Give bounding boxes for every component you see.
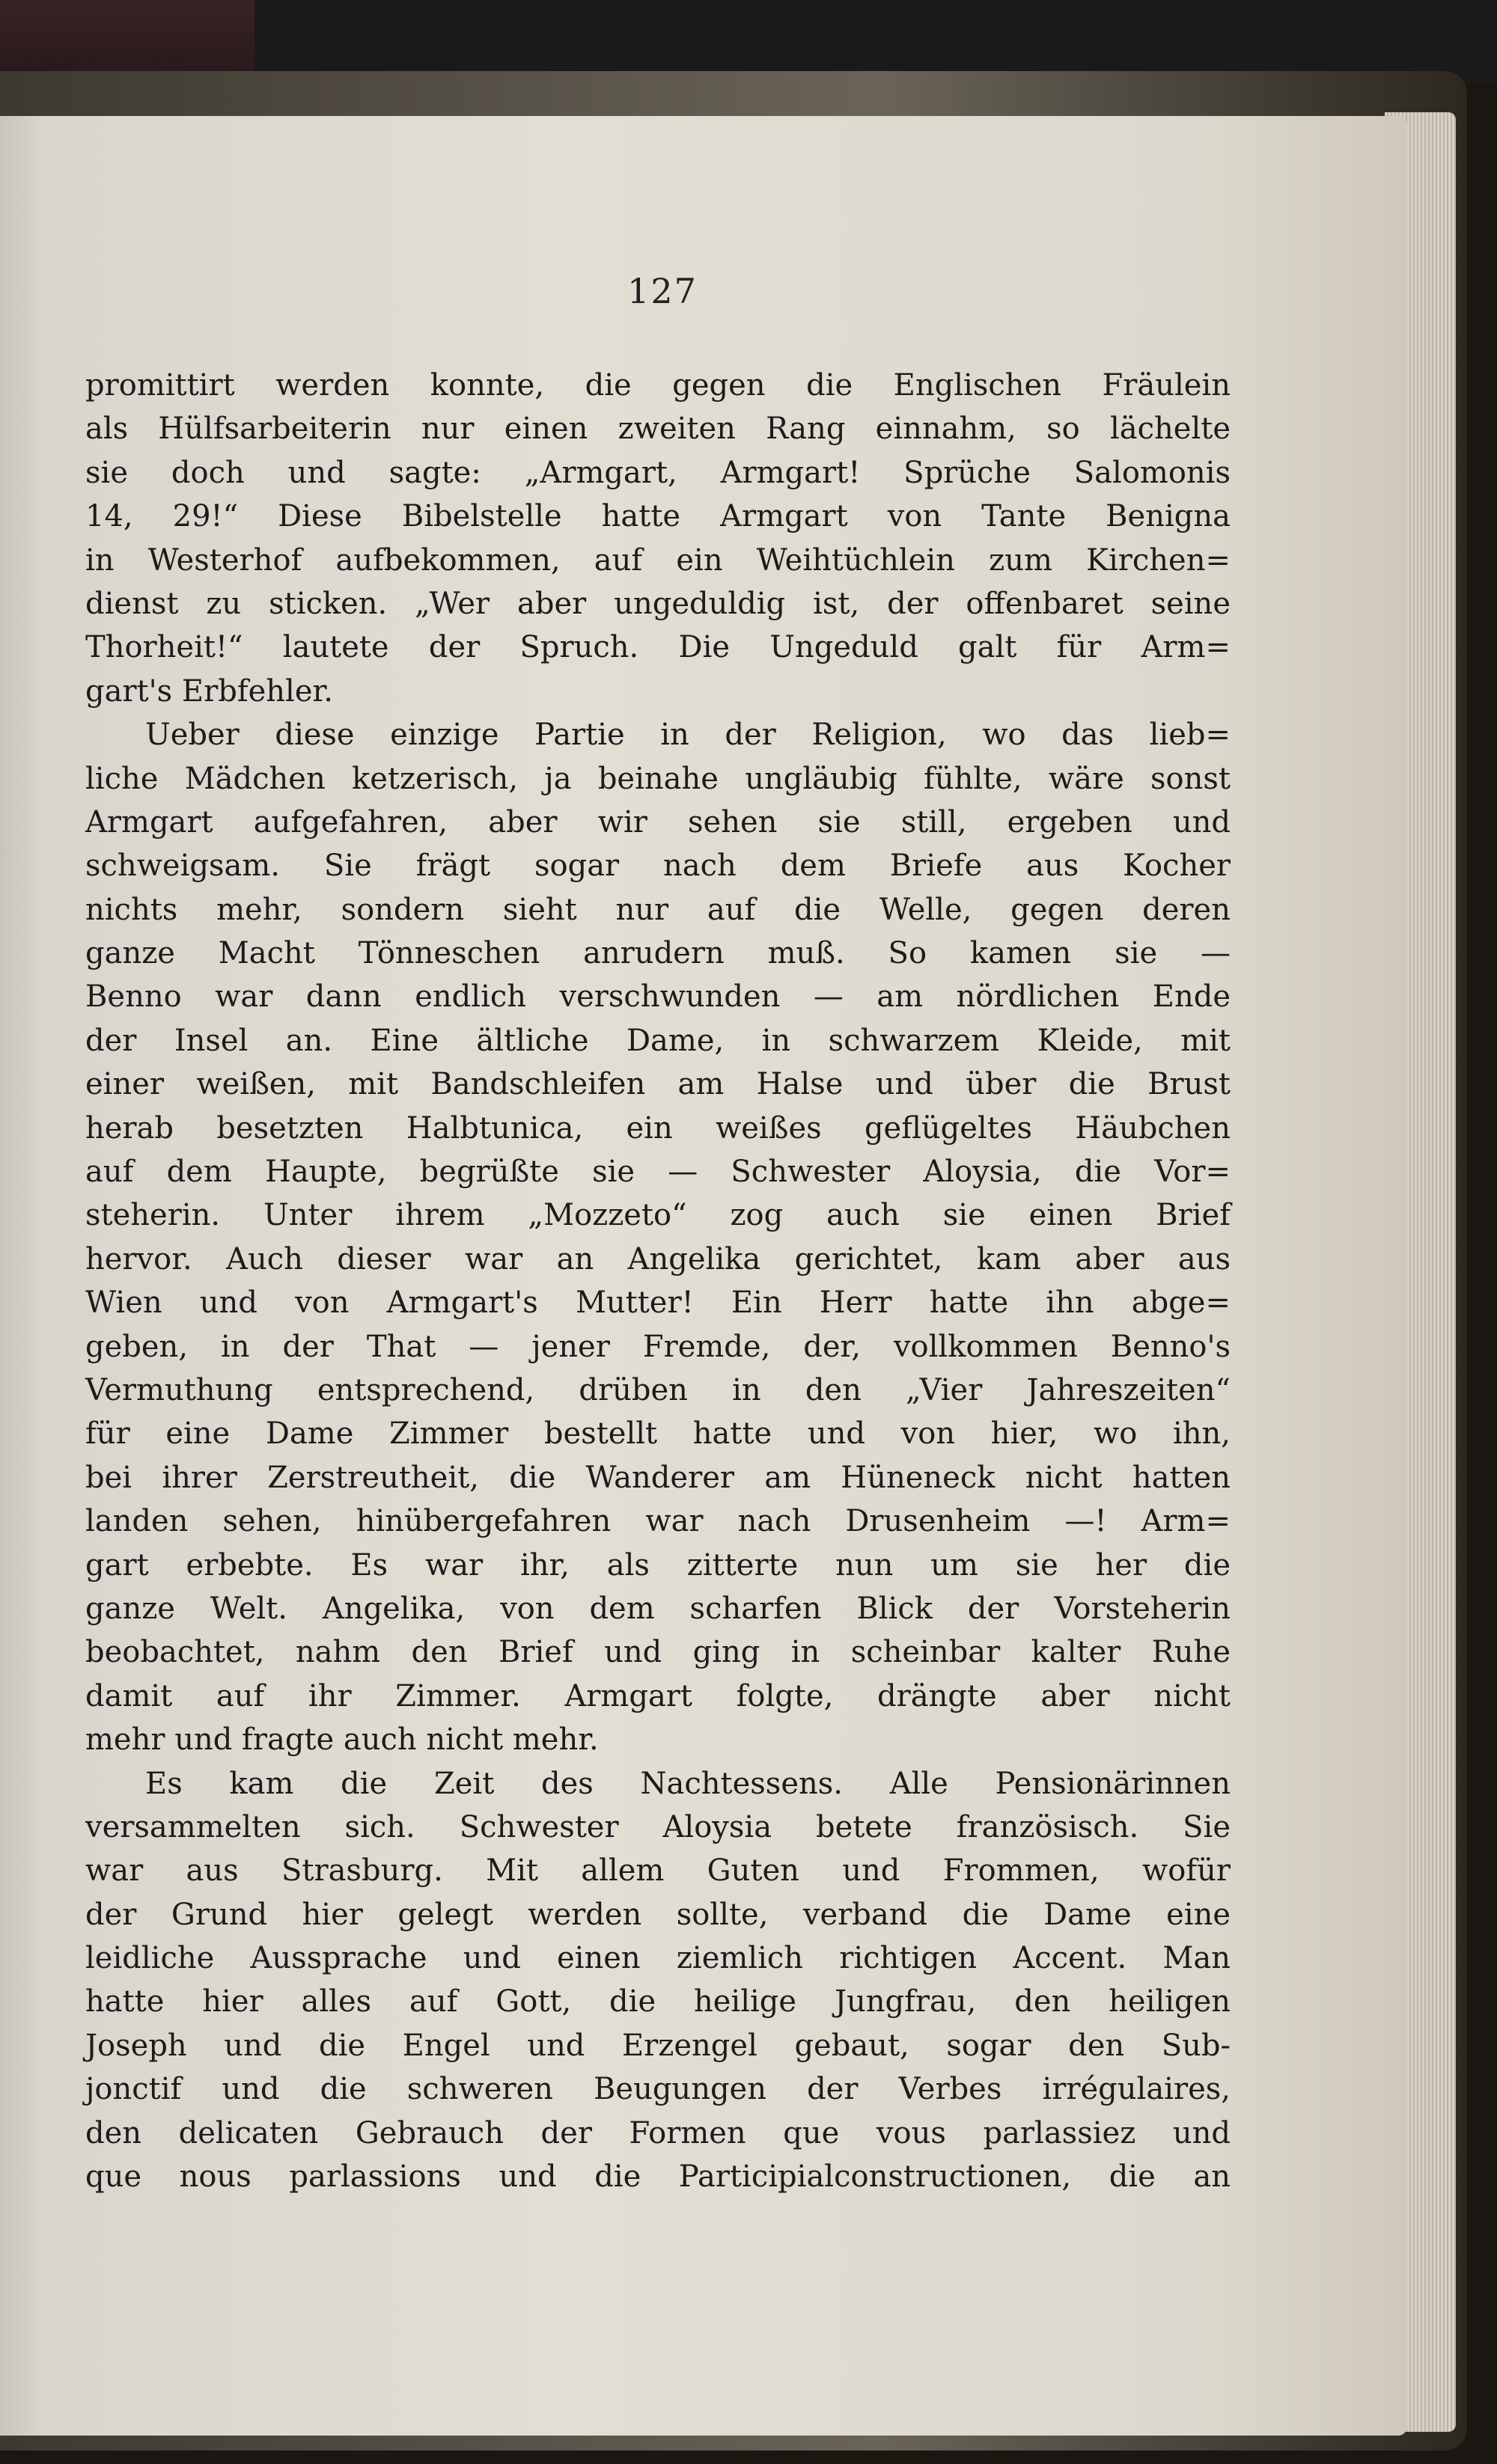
text-line: leidliche Aussprache und einen ziemlich richtigen Accent. Man bbox=[85, 1941, 1231, 1976]
text-line: gart's Erbfehler. bbox=[85, 673, 333, 709]
text-line: damit auf ihr Zimmer. Armgart folgte, drängte aber nicht bbox=[85, 1678, 1231, 1714]
body-text bbox=[85, 364, 1231, 2198]
text-line: Es kam die Zeit des Nachtessens. Alle Pensionärinnen bbox=[145, 1766, 1231, 1801]
page-number: 127 bbox=[627, 271, 698, 311]
gutter-shade bbox=[0, 116, 45, 2436]
text-line: 14, 29!“ Diese Bibelstelle hatte Armgart von Tante Benigna bbox=[85, 499, 1231, 534]
text-line: Wien und von Armgart's Mutter! Ein Herr hatte ihn abge= bbox=[85, 1286, 1231, 1321]
text-line: Armgart aufgefahren, aber wir sehen sie still, ergeben und bbox=[85, 804, 1231, 840]
text-line: ganze Macht Tönneschen anrudern muß. So kamen sie — bbox=[85, 936, 1231, 971]
text-line: jonctif und die schweren Beugungen der Verbes irrégulaires, bbox=[85, 2072, 1231, 2107]
text-line: Thorheit!“ lautete der Spruch. Die Ungeduld galt für Arm= bbox=[85, 630, 1231, 665]
text-line: nichts mehr, sondern sieht nur auf die Welle, gegen deren bbox=[85, 892, 1231, 927]
text-line: bei ihrer Zerstreutheit, die Wanderer am Hüneneck nicht hatten bbox=[85, 1460, 1231, 1495]
text-line: der Insel an. Eine ältliche Dame, in schwarzem Kleide, mit bbox=[85, 1023, 1231, 1058]
text-line: steherin. Unter ihrem „Mozzeto“ zog auch sie einen Brief bbox=[85, 1198, 1231, 1233]
text-line: der Grund hier gelegt werden sollte, verband die Dame eine bbox=[85, 1897, 1231, 1932]
text-line: war aus Strasburg. Mit allem Guten und Frommen, wofür bbox=[85, 1853, 1231, 1889]
text-line: gart erbebte. Es war ihr, als zitterte nun um sie her die bbox=[85, 1547, 1231, 1583]
text-line: que nous parlassions und die Participialconstructionen, die an bbox=[85, 2159, 1231, 2195]
text-line: geben, in der That — jener Fremde, der, vollkommen Benno's bbox=[85, 1329, 1231, 1364]
text-line: für eine Dame Zimmer bestellt hatte und von hier, wo ihn, bbox=[85, 1416, 1231, 1452]
text-line: sie doch und sagte: „Armgart, Armgart! Sprüche Salomonis bbox=[85, 455, 1231, 490]
text-line: promittirt werden konnte, die gegen die Englischen Fräulein bbox=[85, 368, 1231, 403]
text-line: auf dem Haupte, begrüßte sie — Schwester Aloysia, die Vor= bbox=[85, 1155, 1231, 1190]
text-line: beobachtet, nahm den Brief und ging in scheinbar kalter Ruhe bbox=[85, 1635, 1231, 1670]
text-line: Vermuthung entsprechend, drüben in den „Vier Jahreszeiten“ bbox=[85, 1372, 1231, 1407]
text-line: herab besetzten Halbtunica, ein weißes geflügeltes Häubchen bbox=[85, 1110, 1231, 1146]
text-line: den delicaten Gebrauch der Formen que vous parlassiez und bbox=[85, 2115, 1231, 2150]
text-line: in Westerhof aufbekommen, auf ein Weihtüchlein zum Kirchen= bbox=[85, 542, 1231, 578]
text-line: mehr und fragte auch nicht mehr. bbox=[85, 1722, 599, 1758]
text-line: versammelten sich. Schwester Aloysia betete französisch. Sie bbox=[85, 1809, 1231, 1844]
background-edge bbox=[254, 0, 1497, 82]
text-line: schweigsam. Sie frägt sogar nach dem Briefe aus Kocher bbox=[85, 849, 1231, 884]
text-line: als Hülfsarbeiterin nur einen zweiten Rang einnahm, so lächelte bbox=[85, 412, 1231, 447]
text-line: einer weißen, mit Bandschleifen am Halse und über die Brust bbox=[85, 1067, 1231, 1102]
text-line: Joseph und die Engel und Erzengel gebaut, sogar den Sub- bbox=[85, 2028, 1231, 2063]
text-line: hatte hier alles auf Gott, die heilige Jungfrau, den heiligen bbox=[85, 1984, 1231, 2020]
text-line: Ueber diese einzige Partie in der Religion, wo das lieb= bbox=[145, 718, 1231, 753]
text-line: hervor. Auch dieser war an Angelika gerichtet, kam aber aus bbox=[85, 1241, 1231, 1277]
text-line: Benno war dann endlich verschwunden — am nördlichen Ende bbox=[85, 979, 1231, 1015]
text-line: dienst zu sticken. „Wer aber ungeduldig ist, der offenbaret seine bbox=[85, 586, 1231, 621]
text-line: ganze Welt. Angelika, von dem scharfen Blick der Vorsteherin bbox=[85, 1591, 1231, 1626]
text-line: landen sehen, hinübergefahren war nach Drusenheim —! Arm= bbox=[85, 1504, 1231, 1539]
text-line: liche Mädchen ketzerisch, ja beinahe ungläubig fühlte, wäre sonst bbox=[85, 761, 1231, 796]
